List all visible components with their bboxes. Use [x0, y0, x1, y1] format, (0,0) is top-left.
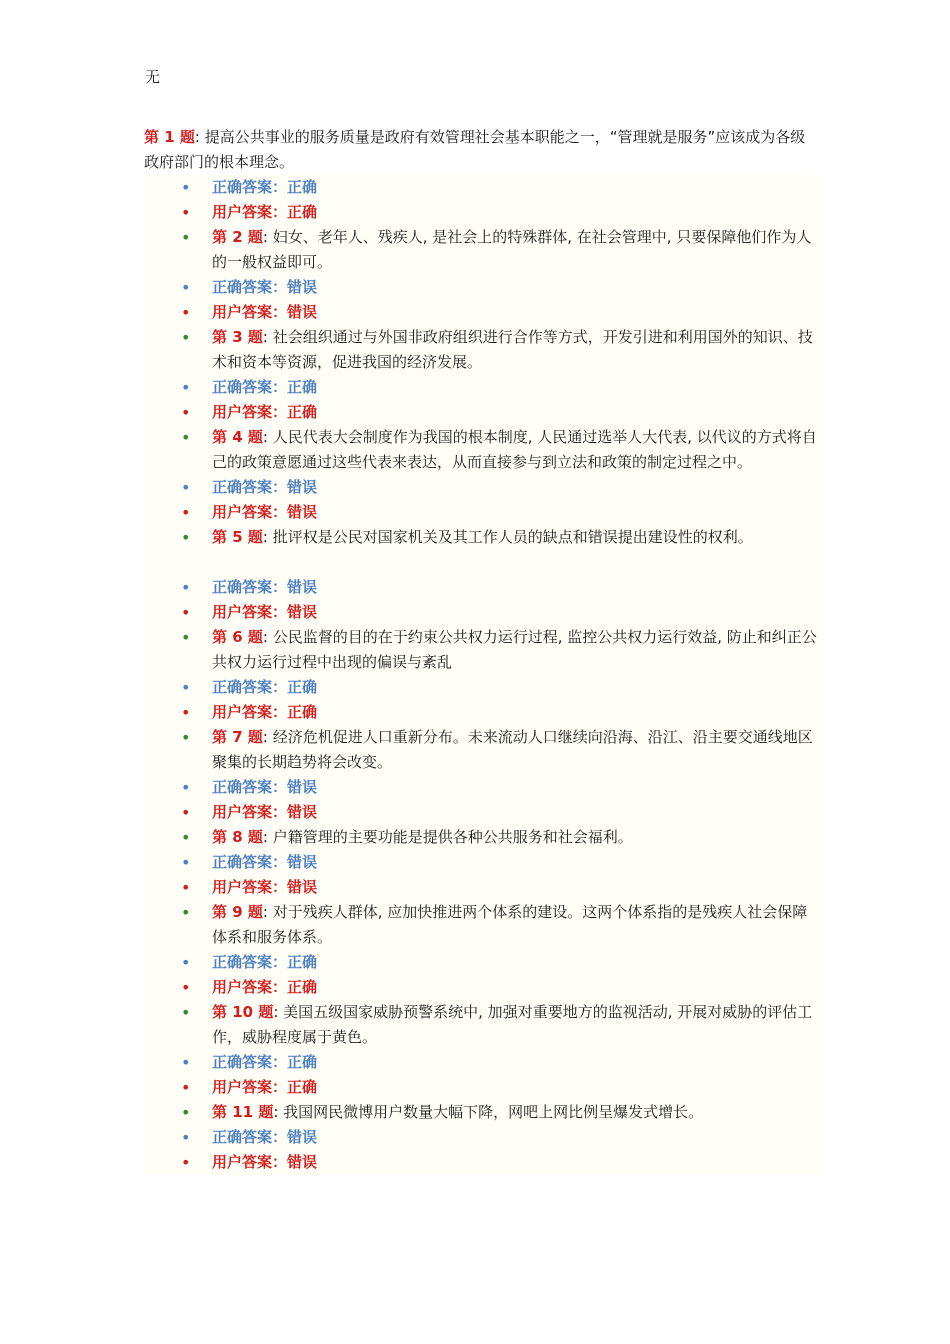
correct-answer: • 正确答案：正确: [212, 950, 824, 975]
user-answer: • 用户答案：正确: [212, 400, 824, 425]
user-answer: • 用户答案：错误: [212, 500, 824, 525]
question-text: : 提高公共事业的服务质量是政府有效管理社会基本职能之一，“管理就是服务”应该成为各级政府部门的根本理念。: [144, 128, 806, 171]
question-8: [212, 825, 824, 850]
correct-answer: • 正确答案：正确: [212, 375, 824, 400]
correct-answer: • 正确答案：正确: [212, 175, 824, 200]
question-text: : 批评权是公民对国家机关及其工作人员的缺点和错误提出建设性的权利。: [262, 528, 753, 546]
question-number: 第 9 题: [212, 903, 263, 921]
question-11: [212, 1100, 824, 1125]
correct-answer: • 正确答案：错误: [212, 275, 824, 300]
user-answer: • 用户答案：错误: [212, 875, 824, 900]
user-answer: • 用户答案：正确: [212, 975, 824, 1000]
user-answer: • 用户答案：正确: [212, 1075, 824, 1100]
question-number: 第 6 题: [212, 628, 263, 646]
correct-answer: • 正确答案：错误: [212, 850, 824, 875]
question-number: 第 8 题: [212, 828, 263, 846]
question-9: [212, 900, 824, 950]
question-7: [212, 725, 824, 775]
question-10: [212, 1000, 824, 1050]
question-4: [212, 425, 824, 475]
question-number: 第 3 题: [212, 328, 263, 346]
page-header-text: 无: [145, 68, 161, 86]
correct-answer: • 正确答案：错误: [212, 475, 824, 500]
question-6: [212, 625, 824, 675]
correct-answer: • 正确答案：正确: [212, 1050, 824, 1075]
question-number: 第 11 题: [212, 1103, 274, 1121]
question-text: : 社会组织通过与外国非政府组织进行合作等方式，开发引进和利用国外的知识、技术和资本等资源，促进我国的经济发展。: [212, 328, 813, 371]
user-answer: • 用户答案：正确: [212, 200, 824, 225]
user-answer: • 用户答案：错误: [212, 800, 824, 825]
user-answer: • 用户答案：错误: [212, 1150, 824, 1175]
question-number: 第 1 题: [144, 128, 195, 146]
question-text: : 户籍管理的主要功能是提供各种公共服务和社会福利。: [262, 828, 633, 846]
question-number: 第 2 题: [212, 228, 263, 246]
question-2: [212, 225, 824, 275]
user-answer: • 用户答案：错误: [212, 300, 824, 325]
question-text: : 经济危机促进人口重新分布。未来流动人口继续向沿海、沿江、沿主要交通线地区聚集的长期趋势将会改变。: [212, 728, 813, 771]
question-text: : 公民监督的目的在于约束公共权力运行过程, 监控公共权力运行效益, 防止和纠正公共权力运行过程中出现的偏误与紊乱: [212, 628, 817, 671]
question-text: : 对于残疾人群体, 应加快推进两个体系的建设。这两个体系指的是残疾人社会保障体系和服务体系。: [212, 903, 808, 946]
user-answer: • 用户答案：正确: [212, 700, 824, 725]
quiz-results: [144, 125, 824, 1175]
answer-list: [144, 175, 824, 1175]
question-text: : 妇女、老年人、残疾人, 是社会上的特殊群体, 在社会管理中, 只要保障他们作为人的一般权益即可。: [212, 228, 812, 271]
correct-answer: • 正确答案：错误: [212, 575, 824, 600]
correct-answer: • 正确答案：正确: [212, 675, 824, 700]
question-3: [212, 325, 824, 375]
question-1: [144, 125, 824, 175]
question-text: : 我国网民微博用户数量大幅下降，网吧上网比例呈爆发式增长。: [273, 1103, 704, 1121]
question-text: : 人民代表大会制度作为我国的根本制度, 人民通过选举人大代表, 以代议的方式将自己的政策意愿通过这些代表来表达，从而直接参与到立法和政策的制定过程之中。: [212, 428, 817, 471]
question-number: 第 5 题: [212, 528, 263, 546]
question-number: 第 10 题: [212, 1003, 274, 1021]
correct-answer: • 正确答案：错误: [212, 1125, 824, 1150]
question-5: [212, 525, 824, 575]
correct-answer: • 正确答案：错误: [212, 775, 824, 800]
user-answer: • 用户答案：错误: [212, 600, 824, 625]
question-number: 第 4 题: [212, 428, 263, 446]
question-number: 第 7 题: [212, 728, 263, 746]
question-text: : 美国五级国家威胁预警系统中, 加强对重要地方的监视活动, 开展对威胁的评估工作，威胁程度属于黄色。: [212, 1003, 813, 1046]
